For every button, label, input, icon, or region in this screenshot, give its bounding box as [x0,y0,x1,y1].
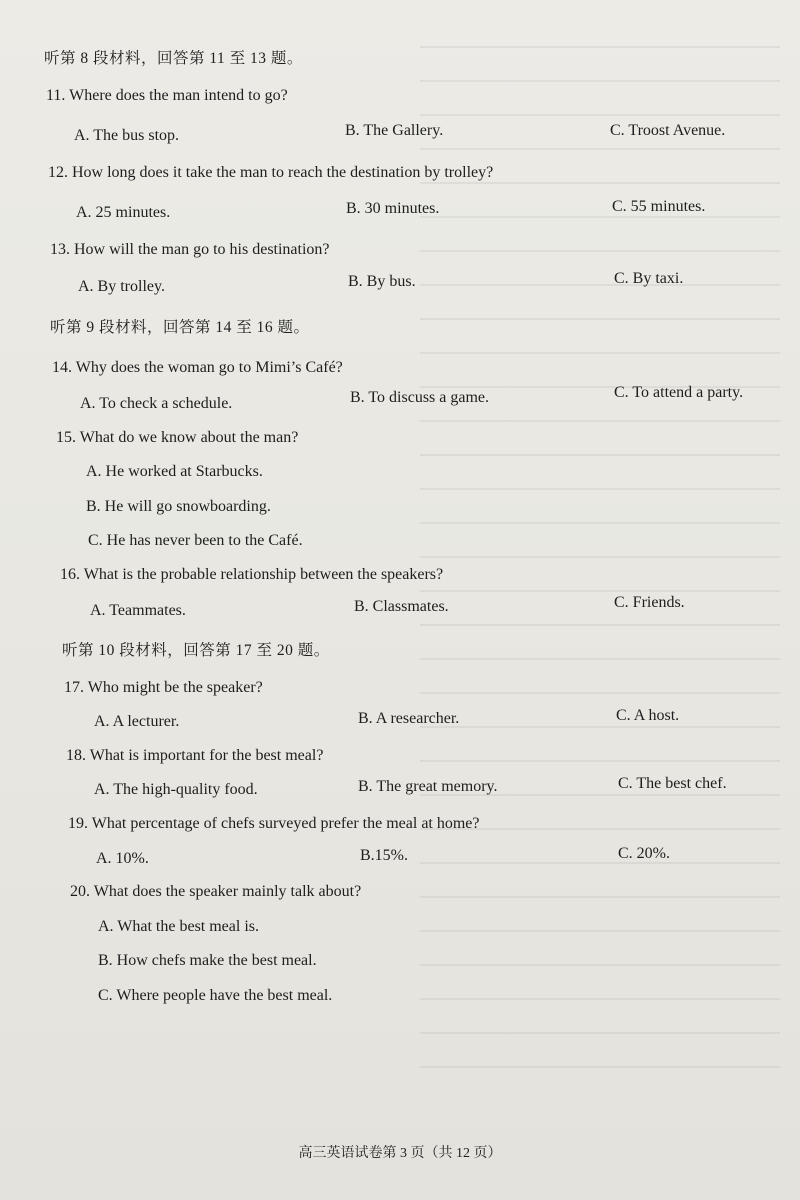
q14-option-a: A. To check a schedule. [80,395,233,412]
q11-option-b: B. The Gallery. [345,122,444,139]
q17-option-b: B. A researcher. [358,710,460,727]
q18-option-a: A. The high-quality food. [94,781,258,798]
q13-option-c: C. By taxi. [614,270,684,287]
question-18: 18. What is important for the best meal? [66,747,324,764]
q12-option-a: A. 25 minutes. [76,204,171,221]
question-16: 16. What is the probable relationship between the speakers? [60,566,444,583]
q12-option-c: C. 55 minutes. [612,198,706,215]
q15-option-a: A. He worked at Starbucks. [86,463,263,480]
question-12: 12. How long does it take the man to reach the destination by trolley? [48,164,494,181]
q16-option-a: A. Teammates. [90,602,186,619]
question-11: 11. Where does the man intend to go? [46,87,288,104]
q20-option-b: B. How chefs make the best meal. [98,952,317,969]
q19-option-b: B.15%. [360,847,408,864]
page-footer: 高三英语试卷第 3 页（共 12 页） [298,1146,502,1161]
question-19: 19. What percentage of chefs surveyed prefer the meal at home? [68,815,480,832]
question-13: 13. How will the man go to his destination? [50,241,330,258]
q20-option-c: C. Where people have the best meal. [98,987,333,1004]
q14-option-b: B. To discuss a game. [350,389,490,406]
question-20: 20. What does the speaker mainly talk about? [70,883,362,900]
section-heading-8: 听第 8 段材料，回答第 11 至 13 题。 [44,50,303,67]
section-heading-9: 听第 9 段材料，回答第 14 至 16 题。 [50,319,310,336]
question-15: 15. What do we know about the man? [56,429,299,446]
q19-option-c: C. 20%. [618,845,670,862]
section-heading-10: 听第 10 段材料，回答第 17 至 20 题。 [62,642,330,659]
q11-option-a: A. The bus stop. [74,127,180,144]
q13-option-b: B. By bus. [348,273,416,290]
q11-option-c: C. Troost Avenue. [610,122,726,139]
q13-option-a: A. By trolley. [78,278,165,295]
q19-option-a: A. 10%. [96,850,149,867]
q18-option-b: B. The great memory. [358,778,498,795]
q18-option-c: C. The best chef. [618,775,727,792]
q15-option-b: B. He will go snowboarding. [86,498,271,515]
question-14: 14. Why does the woman go to Mimi’s Café? [52,359,343,376]
q16-option-b: B. Classmates. [354,598,449,615]
q16-option-c: C. Friends. [614,594,685,611]
question-17: 17. Who might be the speaker? [64,679,263,696]
q14-option-c: C. To attend a party. [614,384,744,401]
q20-option-a: A. What the best meal is. [98,918,259,935]
q17-option-a: A. A lecturer. [94,713,180,730]
q12-option-b: B. 30 minutes. [346,200,440,217]
q15-option-c: C. He has never been to the Café. [88,532,303,549]
q17-option-c: C. A host. [616,707,680,724]
